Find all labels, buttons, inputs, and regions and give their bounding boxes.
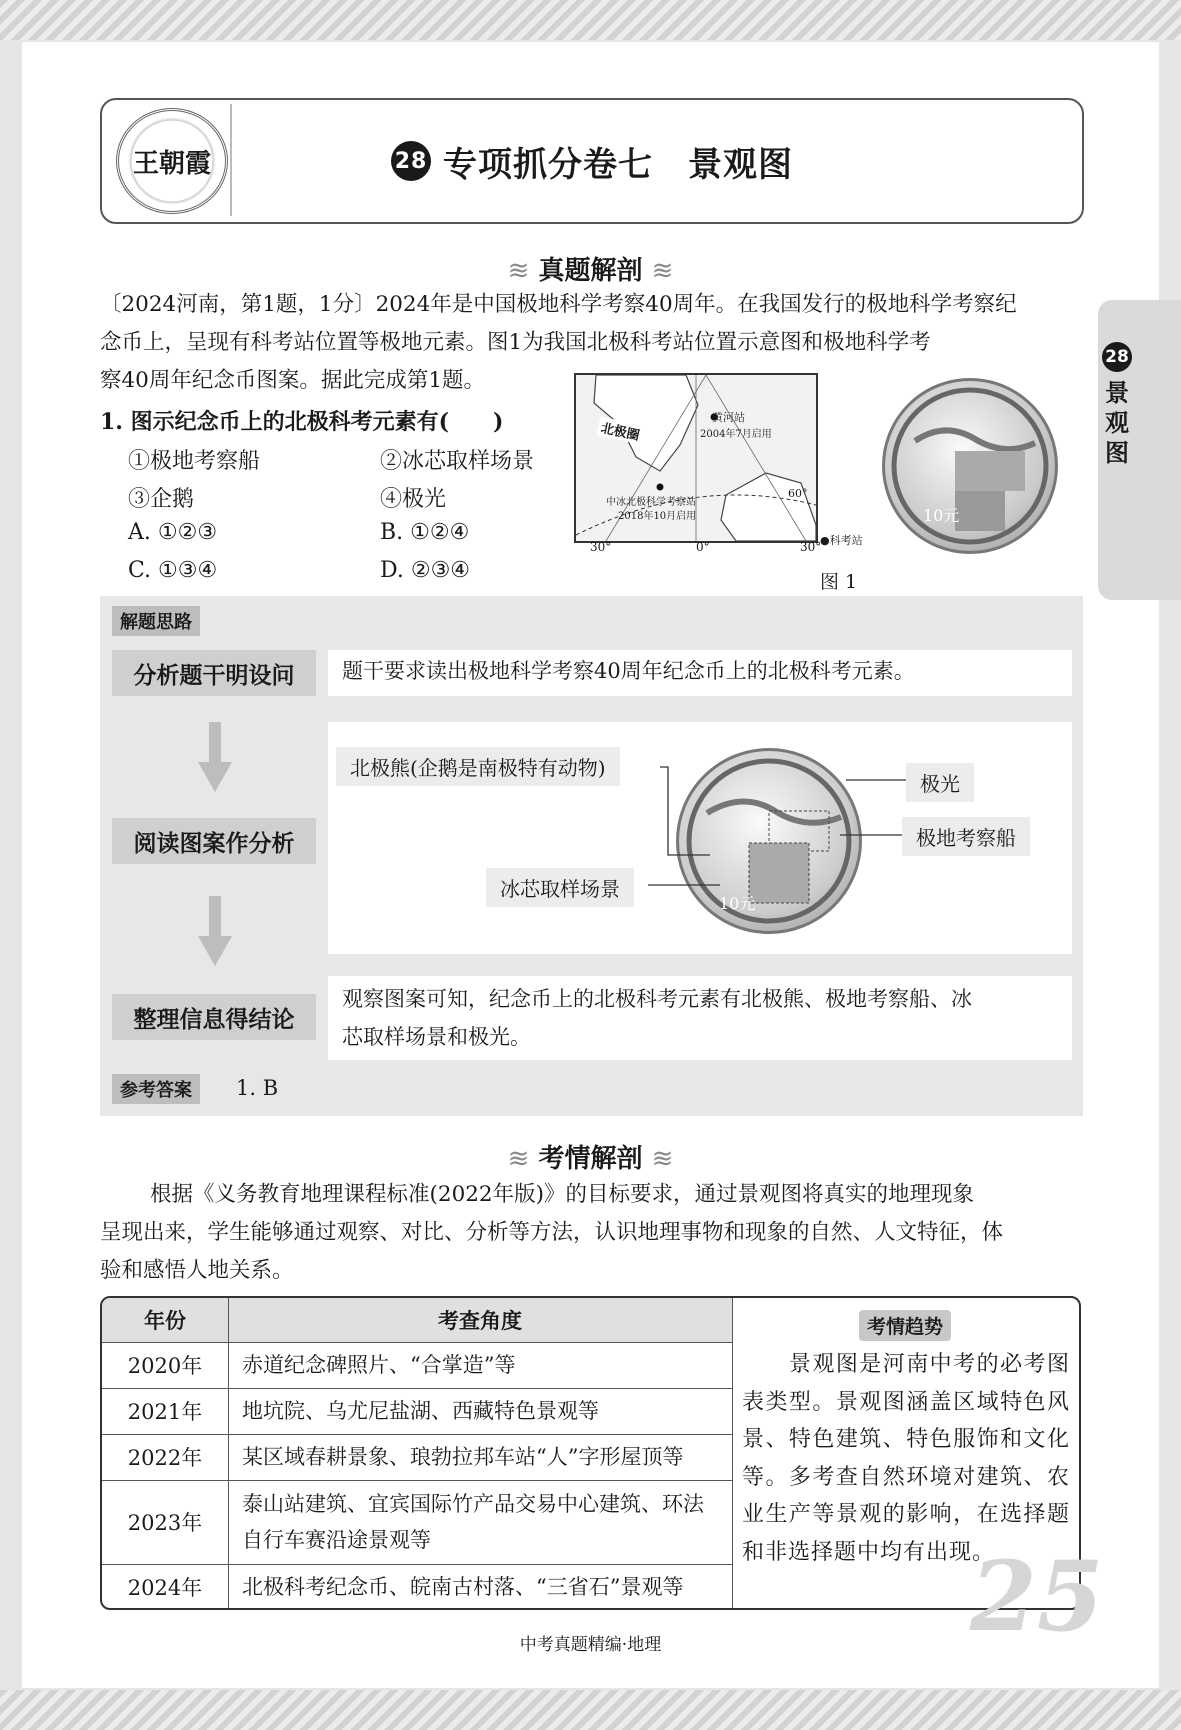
station1-name: 黄河站 — [712, 411, 745, 424]
chapter-title — [102, 100, 1082, 222]
figure-caption: 图 1 — [820, 571, 858, 593]
intro-line-3: 察40周年纪念币图案。据此完成第1题。 — [100, 368, 486, 393]
table-row — [102, 1434, 732, 1481]
label-ice-core: 冰芯取样场景 — [486, 868, 634, 907]
intro-line-2: 念币上，呈现有科考站位置等极地元素。图1为我国北极科考站位置示意图和极地科学考 — [100, 330, 931, 355]
step1-explanation: 题干要求读出极地科学考察40周年纪念币上的北极科考元素。 — [328, 650, 1072, 696]
bottom-border — [0, 1690, 1181, 1730]
label-polar-bear: 北极熊(企鹅是南极特有动物) — [336, 747, 620, 786]
row-angle: 某区域春耕景象、琅勃拉邦车站“人”字形屋顶等 — [242, 1445, 684, 1469]
trend-text: 景观图是河南中考的必考图表类型。景观图涵盖区域特色风景、特色建筑、特色服饰和文化等。多考查自然环境对建筑、农业生产等景观的影响，在选择题和非选择题中均有出现。 — [742, 1352, 1070, 1565]
table-row — [102, 1388, 732, 1435]
row-angle: 赤道纪念碑照片、“合掌造”等 — [242, 1353, 516, 1377]
label-research-ship: 极地考察船 — [902, 817, 1030, 856]
row-year: 2024年 — [102, 1564, 229, 1610]
step3-line-1: 观察图案可知，纪念币上的北极科考元素有北极熊、极地考察船、冰 — [342, 987, 972, 1011]
chapter-title-text: 专项抓分卷七 景观图 — [443, 144, 793, 185]
section-title-exam-analysis: ≋ 考情解剖 ≋ — [507, 1144, 674, 1174]
latitude-label: 60° — [788, 487, 808, 500]
lon-left-label: 30° — [590, 540, 612, 554]
analysis-line-3: 验和感悟人地关系。 — [100, 1258, 294, 1283]
choice-b[interactable]: B. ①②④ — [380, 520, 470, 545]
down-arrow-icon — [198, 722, 232, 792]
analysis-line-1: 根据《义务教育地理课程标准(2022年版)》的目标要求，通过景观图将真实的地理现象 — [150, 1182, 974, 1207]
row-angle: 北极科考纪念币、皖南古村落、“三省石”景观等 — [242, 1575, 684, 1599]
step3-explanation — [328, 976, 1072, 1060]
coin-denomination: 10元 — [923, 506, 960, 525]
publisher-logo: 王朝霞 — [116, 108, 228, 214]
label-aurora: 极光 — [906, 763, 974, 802]
question-item-4: ④极光 — [380, 487, 447, 512]
question-item-2: ②冰芯取样场景 — [380, 449, 535, 474]
row-year: 2023年 — [102, 1480, 229, 1564]
table-row — [102, 1342, 732, 1389]
chapter-header — [100, 98, 1084, 224]
arctic-station-map — [574, 373, 818, 543]
header-year: 年份 — [102, 1298, 229, 1342]
analysis-line-2: 呈现出来，学生能够通过观察、对比、分析等方法，认识地理事物和现象的自然、人文特征，体 — [100, 1220, 1004, 1245]
coin-pattern — [885, 381, 1055, 551]
solution-tag: 解题思路 — [112, 606, 200, 636]
section-title-real-exam: ≋ 真题解剖 ≋ — [507, 256, 674, 286]
exam-trend-table — [100, 1296, 1081, 1610]
choice-d[interactable]: D. ②③④ — [380, 558, 471, 583]
station1-note: 2004年7月启用 — [700, 429, 772, 440]
trend-tag: 考情趋势 — [859, 1310, 951, 1341]
step-read-pattern: 阅读图案作分析 — [112, 818, 316, 864]
scandinavia-shape — [721, 473, 816, 541]
question-stem: 1. 图示纪念币上的北极科考元素有( ) — [100, 409, 504, 435]
station2-name: 中冰北极科学考察站 — [606, 497, 696, 508]
choice-c[interactable]: C. ①③④ — [128, 558, 218, 583]
callout-lines — [640, 745, 910, 895]
arctic-circle-label: 北极圈 — [597, 417, 645, 445]
table-divider — [732, 1298, 733, 1608]
question-item-3: ③企鹅 — [128, 487, 195, 512]
step-conclusion: 整理信息得结论 — [112, 994, 316, 1040]
row-year: 2021年 — [102, 1388, 229, 1434]
china-iceland-station-dot — [657, 484, 664, 491]
row-year: 2022年 — [102, 1434, 229, 1480]
step3-line-2: 芯取样场景和极光。 — [342, 1025, 531, 1049]
down-arrow-icon — [198, 896, 232, 966]
table-row — [102, 1564, 732, 1610]
answer-value: 1. B — [236, 1076, 279, 1100]
row-angle: 地坑院、乌尤尼盐湖、西藏特色景观等 — [242, 1399, 599, 1423]
chapter-number: 28 — [391, 141, 431, 181]
page-number: 25 — [970, 1540, 1104, 1653]
row-year: 2020年 — [102, 1342, 229, 1388]
row-angle: 泰山站建筑、宜宾国际竹产品交易中心建筑、环法自行车赛沿途景观等 — [242, 1492, 704, 1552]
footer-text: 中考真题精编·地理 — [519, 1635, 662, 1655]
choice-a[interactable]: A. ①②③ — [128, 520, 218, 545]
answer-tag: 参考答案 — [112, 1074, 200, 1104]
lon-right-label: 30° — [800, 540, 822, 554]
table-row — [102, 1480, 732, 1565]
side-tab-number: 28 — [1102, 342, 1132, 372]
station2-note: 2018年10月启用 — [618, 511, 697, 522]
question-item-1: ①极地考察船 — [128, 449, 261, 474]
commemorative-coin-image — [882, 378, 1058, 554]
map-legend: ●科考站 — [820, 534, 863, 547]
lon-mid-label: 0° — [696, 540, 710, 554]
header-angle: 考查角度 — [438, 1309, 522, 1333]
intro-line-1: 〔2024河南，第1题，1分〕2024年是中国极地科学考察40周年。在我国发行的极地科学考察纪 — [100, 292, 1017, 317]
table-header-row — [102, 1298, 732, 1343]
top-border — [0, 0, 1181, 40]
coin-analysis-denomination: 10元 — [719, 894, 756, 913]
side-tab-label: 景观图 — [1105, 379, 1129, 467]
step-analyze-question: 分析题干明设问 — [112, 650, 316, 696]
